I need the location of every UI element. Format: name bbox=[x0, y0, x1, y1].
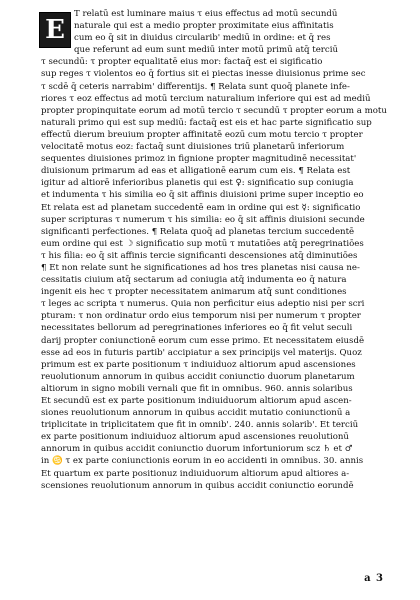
text-line: velocitatē motus eoz: factaq̄ sunt diuisiones triū planetarū inferiorum bbox=[41, 142, 345, 153]
text-line: propter propinquitate eorum ad motū tercio τ secundū τ propter eorum a motu bbox=[41, 105, 387, 116]
text-line: significanti perfectiones. ¶ Relata quoq̄ ad planetas tercium succedentē bbox=[41, 226, 355, 237]
text-line: naturali primo qui est sup mediū: factaq̄ est eis et hac parte significatio sup bbox=[41, 117, 372, 128]
text-line: que referunt ad eum sunt mediū inter motū primū atq̄ terciū bbox=[74, 45, 338, 56]
text-line: cessitatis ciuium atq̄ sectarum ad coniugia atq̄ indumenta eo q̄ natura bbox=[41, 275, 347, 286]
text-line: τ leges ac scripta τ numerus. Quia non perficitur eius adeptio nisi per scri bbox=[41, 299, 365, 310]
text-line: et indumenta τ his similia eo q̄ sit affinis diuisioni prime super inceptio eo bbox=[41, 190, 364, 201]
text-line: naturale qui est a medio propter proximitate eius affinitatis bbox=[74, 21, 334, 32]
text-line: primum est ex parte positionum τ indiuiduoz altiorum apud ascensiones bbox=[41, 359, 356, 370]
text-line: Et quartum ex parte positionuz indiuiduorum altiorum apud altiores a- bbox=[41, 468, 350, 479]
text-line: necessitates bellorum ad peregrinationes inferiores eo q̄ fit velut seculi bbox=[41, 323, 353, 334]
text-line: sup reges τ violentos eo q̄ fortius sit ei piectas inesse diuisionus prime sec bbox=[41, 69, 366, 80]
illuminated-initial: E bbox=[39, 12, 71, 48]
text-line: igitur ad altiorē inferioribus planetis qui est ♀: significatio sup coniugia bbox=[41, 178, 354, 189]
text-line: τ secundū: τ propter equalitatē eius mor: factaq̄ est ei sigificatio bbox=[41, 57, 323, 68]
text-line: riores τ eoz effectus ad motū tercium naturalium inferiore qui est ad mediū bbox=[41, 93, 371, 104]
text-line: esse ad eos in futuris partib' accipiatur a sex principijs vel materijs. Quoz bbox=[41, 347, 362, 358]
text-line: effectū dierum breuium propter affinitatē eozū cum motu tercio τ propter bbox=[41, 129, 363, 140]
text-line: sequentes diuisiones primoz in fignione propter magnitudinē necessitat' bbox=[41, 154, 357, 165]
text-line: in ♋ τ ex parte coniunctionis eorum in eo accidenti in omnibus. 30. annis bbox=[41, 456, 364, 467]
text-line: ingenit eis hec τ propter necessitatem animarum atq̄ sunt conditiones bbox=[41, 287, 347, 298]
text-line: ex parte positionum indiuiduoz altiorum apud ascensiones reuolutionū bbox=[41, 432, 349, 443]
text-line: darij propter coniunctionē eorum cum esse primo. Et necessitatem eiusdē bbox=[41, 335, 365, 346]
text-line: diuisionum primarum ad eas et alligationē earum cum eis. ¶ Relata est bbox=[41, 166, 351, 177]
text-line: Et relata est ad planetam succedentē eam in ordine qui est ☿: significatio bbox=[41, 202, 361, 213]
text-line: reuolutionum annorum in quibus accidit coniunctio duorum planetarum bbox=[41, 371, 355, 382]
text-line: pturam: τ non ordinatur ordo eius temporum nisi per numerum τ propter bbox=[41, 311, 361, 322]
text-line: τ scdē q̄ ceteris narrabim' differentijs. ¶ Relata sunt quoq̄ planete infe- bbox=[41, 81, 350, 92]
body-text bbox=[41, 8, 400, 492]
text-line: altiorum in signo mobili vernali que fit in omnibus. 960. annis solaribus bbox=[41, 383, 353, 394]
text-line: τ his filia: eo q̄ sit affinis tercie significanti descensiones atq̄ diminutiōes bbox=[41, 250, 358, 261]
text-line: cum eo q̄ sit in diuidus circularib' mediū in ordine: et q̄ res bbox=[74, 33, 331, 44]
text-line: annorum in quibus accidit coniunctio duorum infortuniorum scz ♄ et ♂ bbox=[41, 444, 353, 455]
text-line: T relatū est luminare maius τ eius effectus ad motū secundū bbox=[74, 9, 338, 19]
text-line: ¶ Et non relate sunt he significationes ad hos tres planetas nisi causa ne- bbox=[41, 262, 360, 273]
text-line: eum ordine qui est ☽ significatio sup motū τ mutatiōes atq̄ peregrinatiōes bbox=[41, 238, 364, 249]
text-line: super scripturas τ numerum τ his similia: eo q̄ sit affinis diuisioni secunde bbox=[41, 214, 365, 225]
text-line: Et secundū est ex parte positionum indiuiduorum altiorum apud ascen- bbox=[41, 396, 352, 406]
page-signature: a 3 bbox=[364, 573, 384, 584]
text-line: siones reuolutionum annorum in quibus accidit mutatio coniunctionū a bbox=[41, 408, 351, 419]
text-line: scensiones reuolutionum annorum in quibus accidit coniunctio eorundē bbox=[41, 480, 354, 491]
text-line: triplicitate in triplicitatem que fit in omnib'. 240. annis solarib'. Et terciū bbox=[41, 420, 359, 431]
